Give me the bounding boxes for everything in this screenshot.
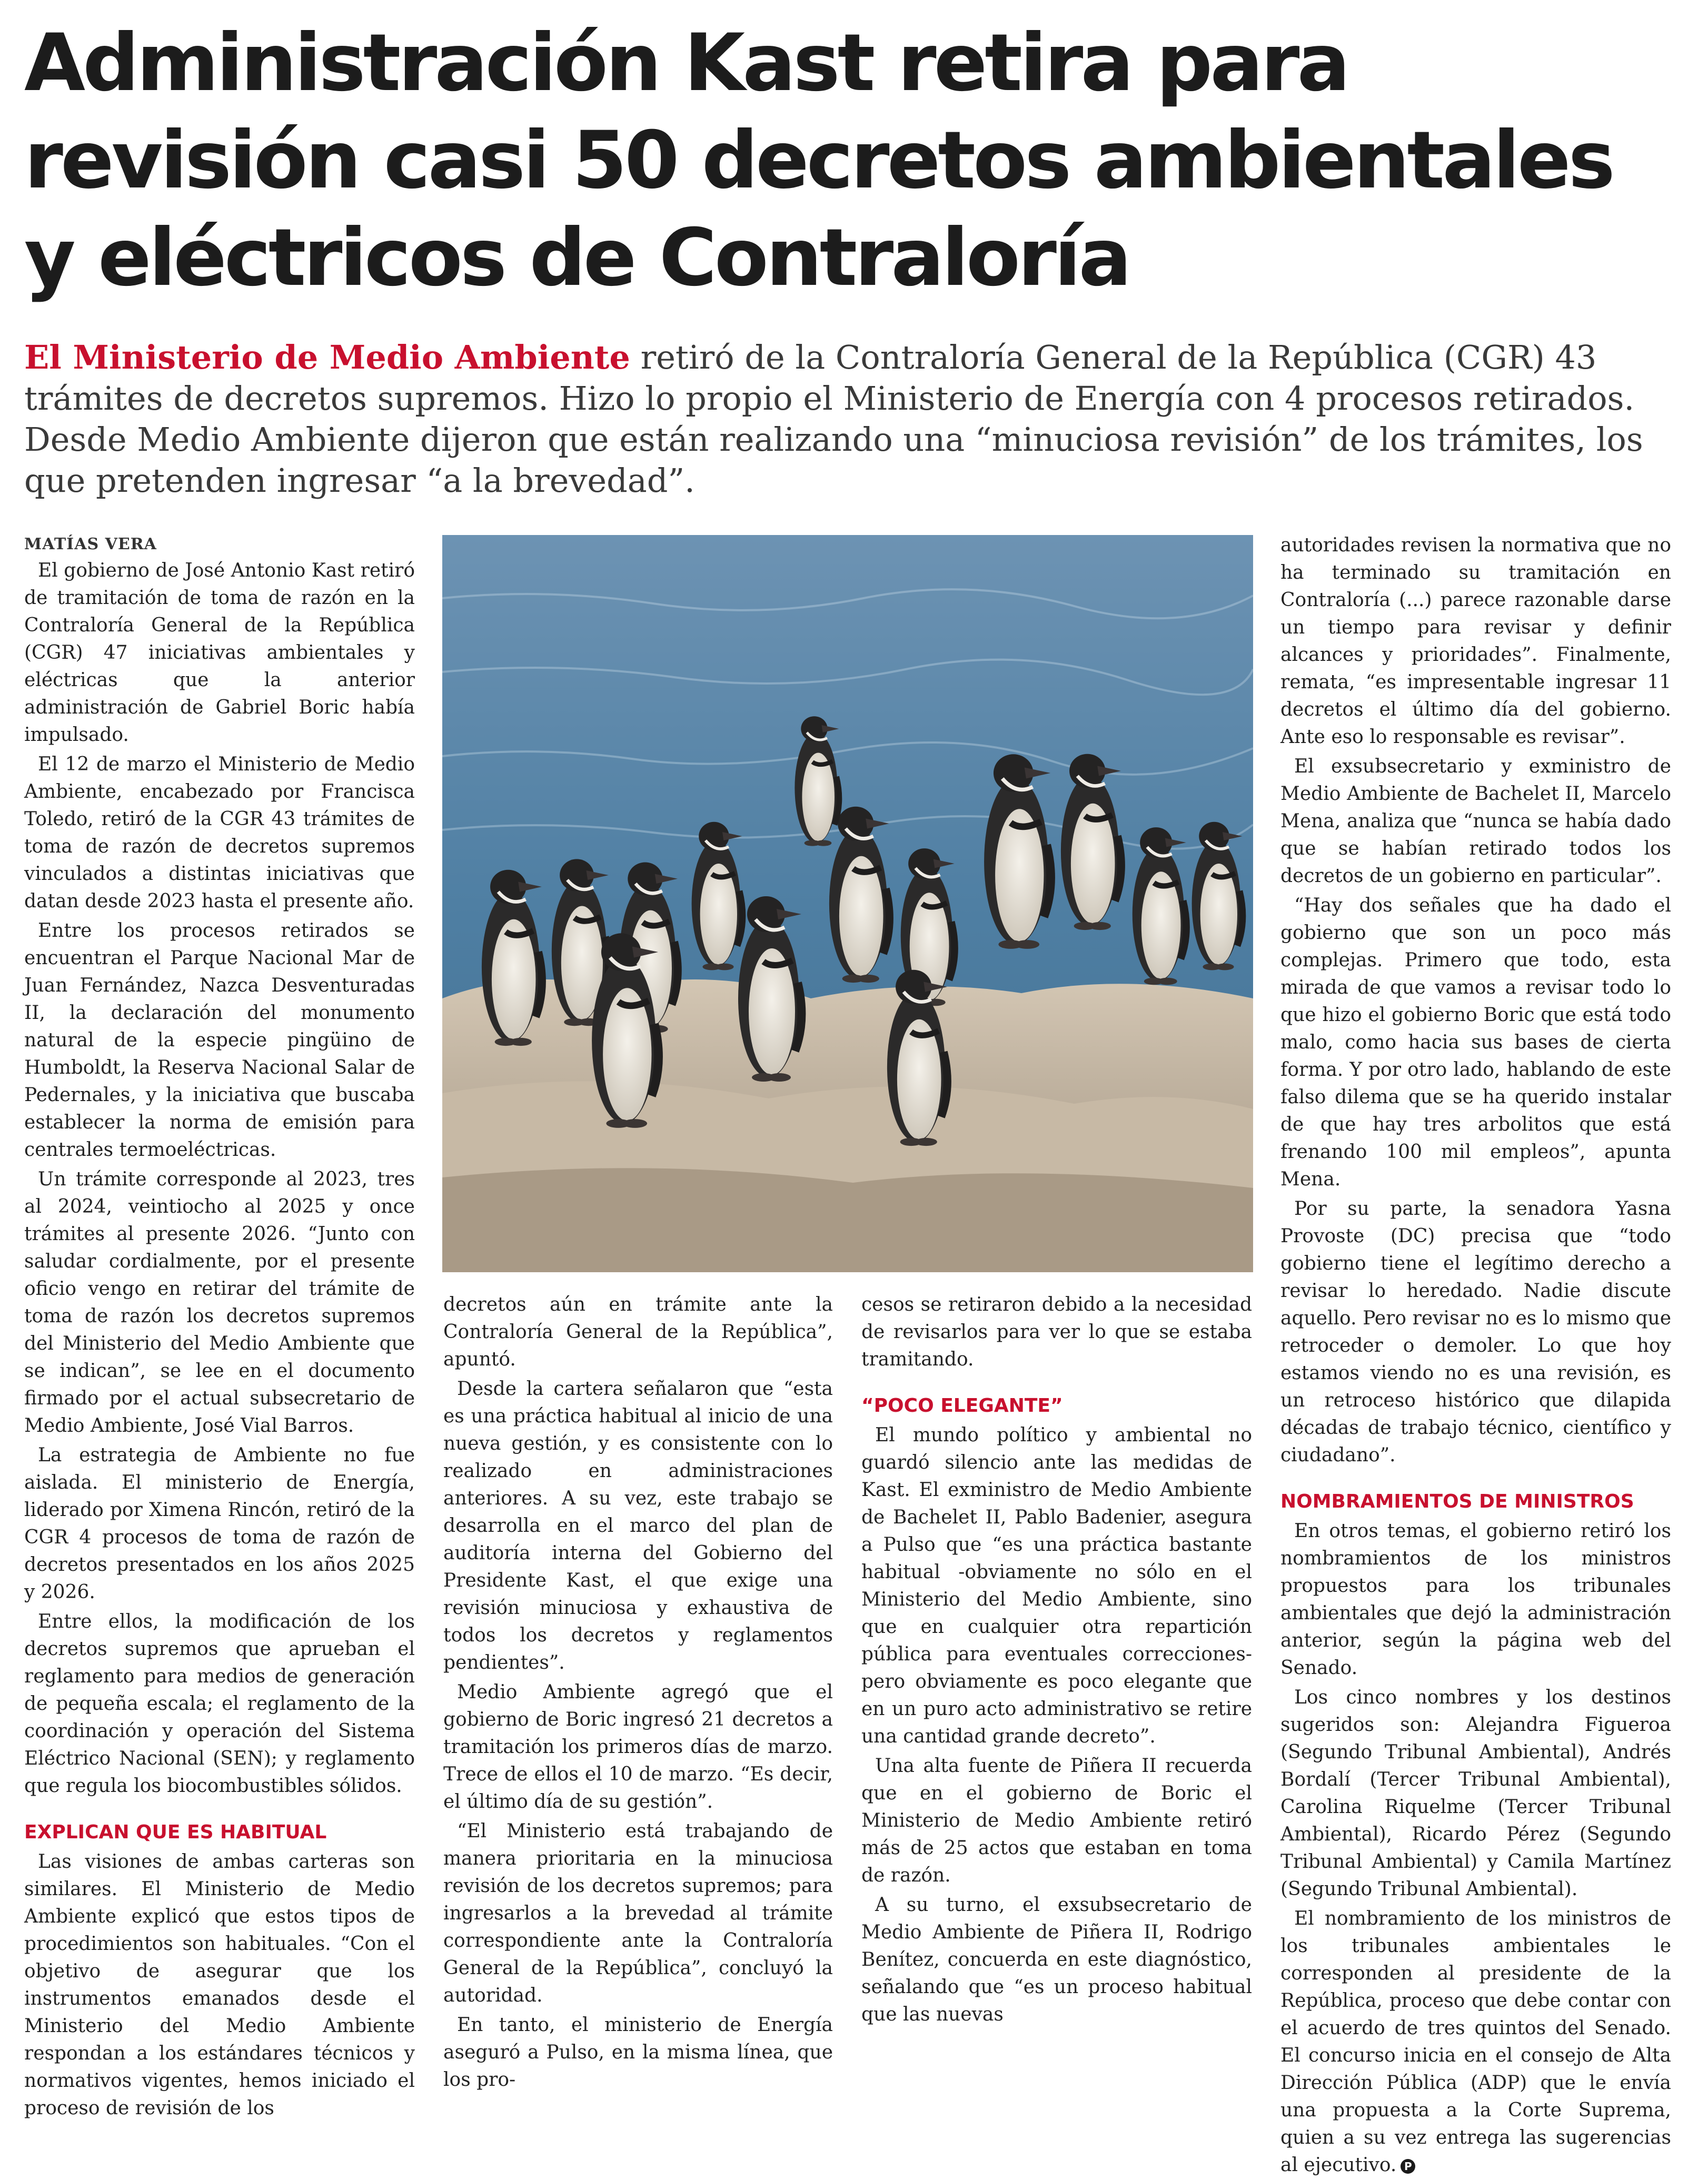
paragraph: Desde la cartera señalaron que “esta es una práctica habitual al inicio de una nueva gestión, y es consistente con lo realizado en administraciones anteriores. A su vez, este trabajo se desarrolla en el marco del plan de auditoría interna del Gobierno del Presidente Kast, el que exige una revisión minuciosa y exhaustiva de todos los decretos y reglamentos pendientes”. <box>443 1378 833 1673</box>
paragraph: El mundo político y ambiental no guardó silencio ante las medidas de Kast. El exministro de Medio Ambiente de Bachelet II, Pablo Badenier, asegura a Pulso que “es una práctica bastante habitual -obviamente no sólo en el Ministerio del Medio Ambiente, sino que en cualquier otra repartición pública para eventuales correcciones- pero obviamente es poco elegante que en un puro acto administrativo se retire una cantidad grande decreto”. <box>861 1424 1252 1747</box>
paragraph <box>1280 1905 1671 2179</box>
paragraph: decretos aún en trámite ante la Contraloría General de la República”, apuntó. <box>443 1294 833 1370</box>
paragraph: El 12 de marzo el Ministerio de Medio Ambiente, encabezado por Francisca Toledo, retiró de la CGR 43 trámites de toma de razón de decretos supremos vinculados a distintas iniciativas que datan desde 2023 hasta el presente año. <box>24 754 415 912</box>
paragraph: A su turno, el exsubsecretario de Medio Ambiente de Piñera II, Rodrigo Benítez, concuerda en este diagnóstico, señalando que “es un proceso habitual que las nuevas <box>861 1894 1252 2025</box>
lead-text: retiró de la Contraloría General de la República (CGR) 43 trámites de decretos supremos. Hizo lo propio el Ministerio de Energía con 4 procesos retirados. Desde Medio Ambiente dijeron que están realizando una “minuciosa revisión” de los trámites, los que pretenden ingresar “a la brevedad”. <box>24 338 1643 500</box>
byline: MATÍAS VERA <box>24 535 157 553</box>
penguins-photo <box>442 535 1253 1272</box>
paragraph: Medio Ambiente agregó que el gobierno de Boric ingresó 21 decretos a tramitación los primeros días de marzo. Trece de ellos el 10 de marzo. “Es decir, el último día de su gestión”. <box>443 1681 833 1812</box>
paragraph: Las visiones de ambas carteras son similares. El Ministerio de Medio Ambiente explicó que estos tipos de procedimientos son habituales. “Con el objetivo de asegurar que los instrumentos emanados desde el Ministerio del Medio Ambiente respondan a los estándares técnicos y normativos vigentes, hemos iniciado el proceso de revisión de los <box>24 1851 415 2119</box>
section-subhead: EXPLICAN QUE ES HABITUAL <box>24 1821 327 1843</box>
lead-highlight: El Ministerio de Medio Ambiente <box>24 338 630 377</box>
article-column-4 <box>1280 532 1671 2179</box>
end-mark-icon: P <box>1401 2159 1415 2174</box>
paragraph: Por su parte, la senadora Yasna Provoste (DC) precisa que “todo gobierno tiene el legítimo derecho a revisar lo heredado. Nadie discute aquello. Pero revisar no es lo mismo que retroceder o demoler. Lo que hoy estamos viendo no es una revisión, es un retroceso histórico que dilapida décadas de trabajo técnico, científico y ciudadano”. <box>1280 1198 1671 1466</box>
article-column-1 <box>24 532 415 2122</box>
paragraph: “Hay dos señales que ha dado el gobierno que son un poco más complejas. Primero que todo, esta mirada de que vamos a revisar todo lo que hizo el gobierno Boric que está todo malo, como hacia sus bases de cierta forma. Y por otro lado, hablando de este falso dilema que se ha querido instalar de que hay tres arbolitos que está frenando 100 mil empleos”, apunta Mena. <box>1280 895 1671 1190</box>
article-column-3 <box>861 1291 1252 2028</box>
paragraph: En otros temas, el gobierno retiró los nombramientos de los ministros propuestos para los tribunales ambientales que dejó la administración anterior, según la página web del Senado. <box>1280 1520 1671 1679</box>
penguins-illustration <box>442 535 1253 1272</box>
paragraph: “El Ministerio está trabajando de manera prioritaria en la minuciosa revisión de los decretos supremos; para ingresarlos a la brevedad al trámite correspondiente ante la Contraloría General de la República”, concluyó la autoridad. <box>443 1820 833 2006</box>
section-subhead: “POCO ELEGANTE” <box>861 1395 1063 1417</box>
paragraph: Una alta fuente de Piñera II recuerda que en el gobierno de Boric el Ministerio de Medio Ambiente retiró más de 25 actos que estaban en toma de razón. <box>861 1755 1252 1886</box>
paragraph: cesos se retiraron debido a la necesidad de revisarlos para ver lo que se estaba tramitando. <box>861 1294 1252 1370</box>
article-column-2 <box>443 1291 833 2094</box>
paragraph: La estrategia de Ambiente no fue aislada. El ministerio de Energía, liderado por Ximena Rincón, retiró de la CGR 4 procesos de toma de razón de decretos presentados en los años 2025 y 2026. <box>24 1444 415 1603</box>
lead-paragraph <box>24 337 1677 501</box>
paragraph: Un trámite corresponde al 2023, tres al 2024, veintiocho al 2025 y once trámites al presente 2026. “Junto con saludar cordialmente, por el presente oficio vengo en retirar del trámite de toma de razón los decretos supremos del Ministerio del Medio Ambiente que se indican”, se lee en el documento firmado por el actual subsecretario de Medio Ambiente, José Vial Barros. <box>24 1168 415 1437</box>
paragraph: Entre los procesos retirados se encuentran el Parque Nacional Mar de Juan Fernández, Nazca Desventuradas II, la declaración del monumento natural de la especie pingüino de Humboldt, la Reserva Nacional Salar de Pedernales, y la iniciativa que buscaba establecer la norma de emisión para centrales termoeléctricas. <box>24 920 415 1161</box>
paragraph: En tanto, el ministerio de Energía aseguró a Pulso, en la misma línea, que los pro- <box>443 2014 833 2091</box>
section-subhead: NOMBRAMIENTOS DE MINISTROS <box>1280 1491 1634 1512</box>
headline: Administración Kast retira para revisión casi 50 decretos ambientales y eléctricos de Contraloría <box>24 17 1613 304</box>
paragraph-text: El nombramiento de los ministros de los tribunales ambientales le corresponden al presidente de la República, proceso que debe contar con el acuerdo de tres quintos del Senado. El concurso inicia en el consejo de Alta Dirección Pública (ADP) que le envía una propuesta a la Corte Suprema, quien a su vez entrega las sugerencias al ejecutivo. <box>1280 1908 1671 2176</box>
paragraph: Los cinco nombres y los destinos sugeridos son: Alejandra Figueroa (Segundo Tribunal Ambiental), Andrés Bordalí (Tercer Tribunal Ambiental), Carolina Riquelme (Tercer Tribunal Ambiental), Ricardo Pérez (Segundo Tribunal Ambiental) y Camila Martínez (Segundo Tribunal Ambiental). <box>1280 1687 1671 1900</box>
paragraph: Entre ellos, la modificación de los decretos supremos que aprueban el reglamento para medios de generación de pequeña escala; el reglamento de la coordinación y operación del Sistema Eléctrico Nacional (SEN); y reglamento que regula los biocombustibles sólidos. <box>24 1611 415 1797</box>
paragraph: El gobierno de José Antonio Kast retiró de tramitación de toma de razón en la Contraloría General de la República (CGR) 47 iniciativas ambientales y eléctricas que la anterior administración de Gabriel Boric había impulsado. <box>24 560 415 746</box>
paragraph: El exsubsecretario y exministro de Medio Ambiente de Bachelet II, Marcelo Mena, analiza que “nunca se había dado que se habían retirado todos los decretos de un gobierno en particular”. <box>1280 756 1671 887</box>
paragraph: autoridades revisen la normativa que no ha terminado su tramitación en Contraloría (...) parece razonable darse un tiempo para revisar y definir alcances y prioridades”. Finalmente, remata, “es impresentable ingresar 11 decretos el último día del gobierno. Ante eso lo responsable es revisar”. <box>1280 534 1671 748</box>
